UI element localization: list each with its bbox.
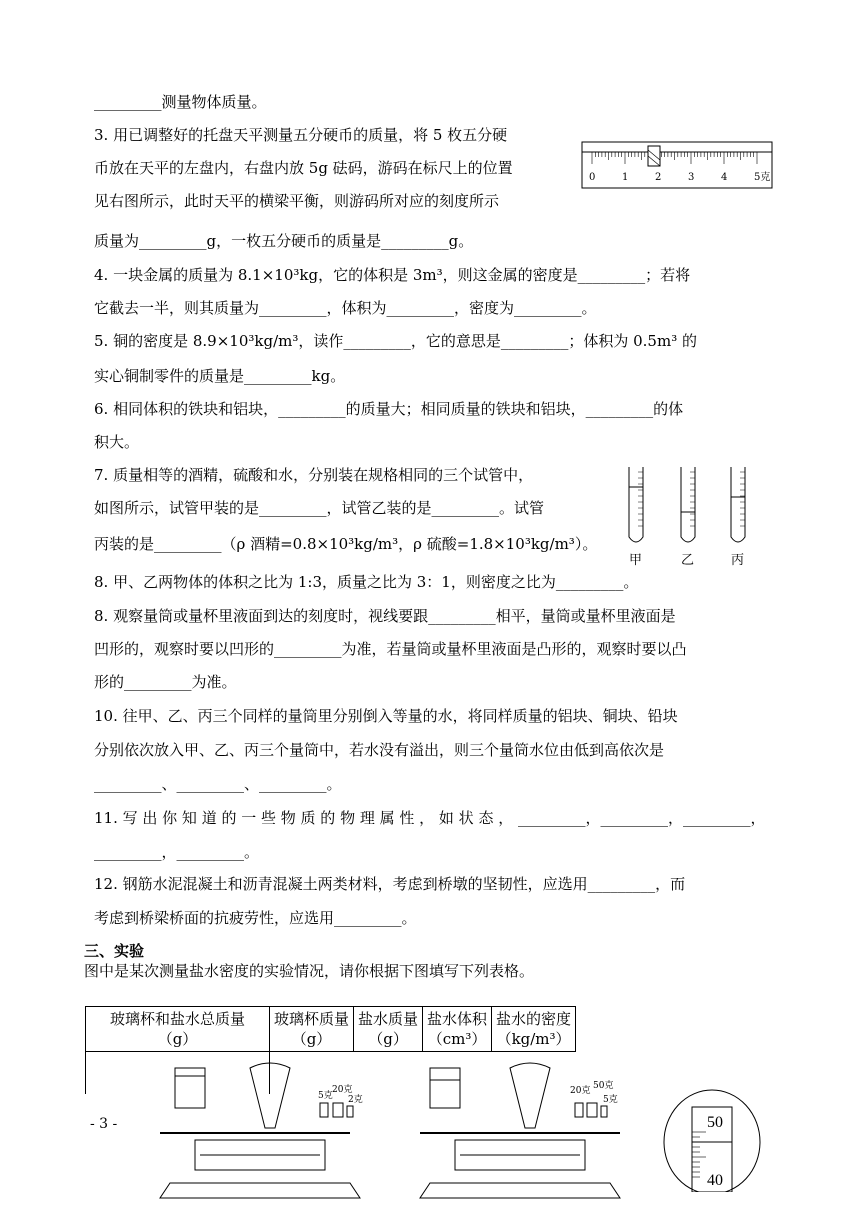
text-line-l24: 12. 钢筋水泥混凝土和沥青混凝土两类材料，考虑到桥墩的坚韧性，应选用_________，而 <box>94 875 686 893</box>
text-line-l15: 8. 甲、乙两物体的体积之比为 1:3，质量之比为 3：1，则密度之比为_________。 <box>94 573 639 591</box>
text-line-l26: 图中是某次测量盐水密度的实验情况，请你根据下图填写下列表格。 <box>84 962 535 980</box>
svg-text:2克: 2克 <box>348 1095 363 1105</box>
text-line-l21: _________、_________、_________。 <box>94 775 342 793</box>
text-line-l13: 如图所示，试管甲装的是_________，试管乙装的是_________。试管 <box>94 499 545 517</box>
page-number: - 3 - <box>90 1116 118 1132</box>
text-line-l7: 它截去一半，则其质量为_________，体积为_________，密度为_________。 <box>94 299 597 317</box>
text-line-l25: 考虑到桥梁桥面的抗疲劳性，应选用_________。 <box>94 909 417 927</box>
text-line-l23: _________，_________。 <box>94 843 260 861</box>
text-line-l19: 10. 往甲、乙、丙三个同样的量筒里分别倒入等量的水，将同样质量的铝块、铜块、铅块 <box>94 707 678 725</box>
rider-weight <box>648 146 660 166</box>
ruler-tick-label: 3 <box>688 172 695 183</box>
table-header-cell: 盐水的密度 （kg/m³） <box>492 1007 576 1052</box>
cylinder-zoom-figure <box>660 1082 765 1192</box>
svg-text:20克: 20克 <box>570 1086 591 1096</box>
table-header-row <box>86 1007 576 1052</box>
ruler-tick-label: 1 <box>622 172 629 183</box>
text-line-l11: 积大。 <box>94 433 140 451</box>
svg-text:20克: 20克 <box>332 1085 353 1095</box>
table-header-cell: 盐水体积 （cm³） <box>423 1007 492 1052</box>
text-line-l16: 8. 观察量筒或量杯里液面到达的刻度时，视线要跟_________相平，量筒或量杯里液面是 <box>94 607 676 625</box>
svg-text:50克: 50克 <box>593 1081 614 1091</box>
text-line-l14: 丙装的是_________（ρ 酒精=0.8×10³kg/m³，ρ 硫酸=1.8×10³kg/m³）。 <box>94 535 598 553</box>
text-line-l4: 见右图所示，此时天平的横梁平衡，则游码所对应的刻度所示 <box>94 192 500 210</box>
text-line-l18: 形的_________为准。 <box>94 673 237 691</box>
svg-text:40: 40 <box>707 1172 723 1189</box>
table-header-cell: 玻璃杯和盐水总质量 （g） <box>86 1007 270 1052</box>
balance-figures <box>150 1058 670 1215</box>
text-line-l6: 4. 一块金属的质量为 8.1×10³kg，它的体积是 3m³，则这金属的密度是_________；若将 <box>94 266 691 284</box>
ruler-tick-label: 0 <box>589 172 596 183</box>
test-tubes-figure <box>620 462 760 572</box>
text-line-l12: 7. 质量相等的酒精，硫酸和水，分别装在规格相同的三个试管中， <box>94 466 534 484</box>
tube-label: 甲 <box>629 553 643 568</box>
tube-label: 乙 <box>681 553 695 568</box>
balance-ruler-figure <box>580 140 780 196</box>
text-line-l8: 5. 铜的密度是 8.9×10³kg/m³，读作_________，它的意思是_________；体积为 0.5m³ 的 <box>94 332 697 350</box>
text-line-l10: 6. 相同体积的铁块和铝块，_________的质量大；相同质量的铁块和铝块，_________的体 <box>94 400 684 418</box>
svg-text:50: 50 <box>707 1114 723 1131</box>
tube-label: 丙 <box>731 553 745 568</box>
ruler-tick-label: 2 <box>655 172 662 183</box>
svg-text:5克: 5克 <box>318 1091 333 1101</box>
text-line-l22: 11. 写 出 你 知 道 的 一 些 物 质 的 物 理 属 性 ， 如 状 态 ， _________，_________，_________， <box>94 809 766 827</box>
ruler-tick-label: 5克 <box>754 172 771 183</box>
svg-text:5克: 5克 <box>603 1095 618 1105</box>
right-balance <box>420 1063 620 1198</box>
ruler-tick-label: 4 <box>721 172 728 183</box>
text-line-l1: _________测量物体质量。 <box>94 93 267 111</box>
text-line-l2: 3. 用已调整好的托盘天平测量五分硬币的质量，将 5 枚五分硬 <box>94 126 508 144</box>
left-balance <box>160 1063 363 1198</box>
table-header-cell: 盐水质量 （g） <box>354 1007 423 1052</box>
text-line-l20: 分别依次放入甲、乙、丙三个量筒中，若水没有溢出，则三个量筒水位由低到高依次是 <box>94 741 665 759</box>
section-heading: 三、实验 <box>84 942 145 960</box>
text-line-l3: 币放在天平的左盘内，右盘内放 5g 砝码，游码在标尺上的位置 <box>94 159 513 177</box>
text-line-l5: 质量为_________g，一枚五分硬币的质量是_________g。 <box>94 232 474 250</box>
table-header-cell: 玻璃杯质量 （g） <box>270 1007 354 1052</box>
text-line-l9: 实心铜制零件的质量是_________kg。 <box>94 367 346 385</box>
text-line-l17: 凹形的，观察时要以凹形的_________为准，若量筒或量杯里液面是凸形的，观察时要以凸 <box>94 640 687 658</box>
